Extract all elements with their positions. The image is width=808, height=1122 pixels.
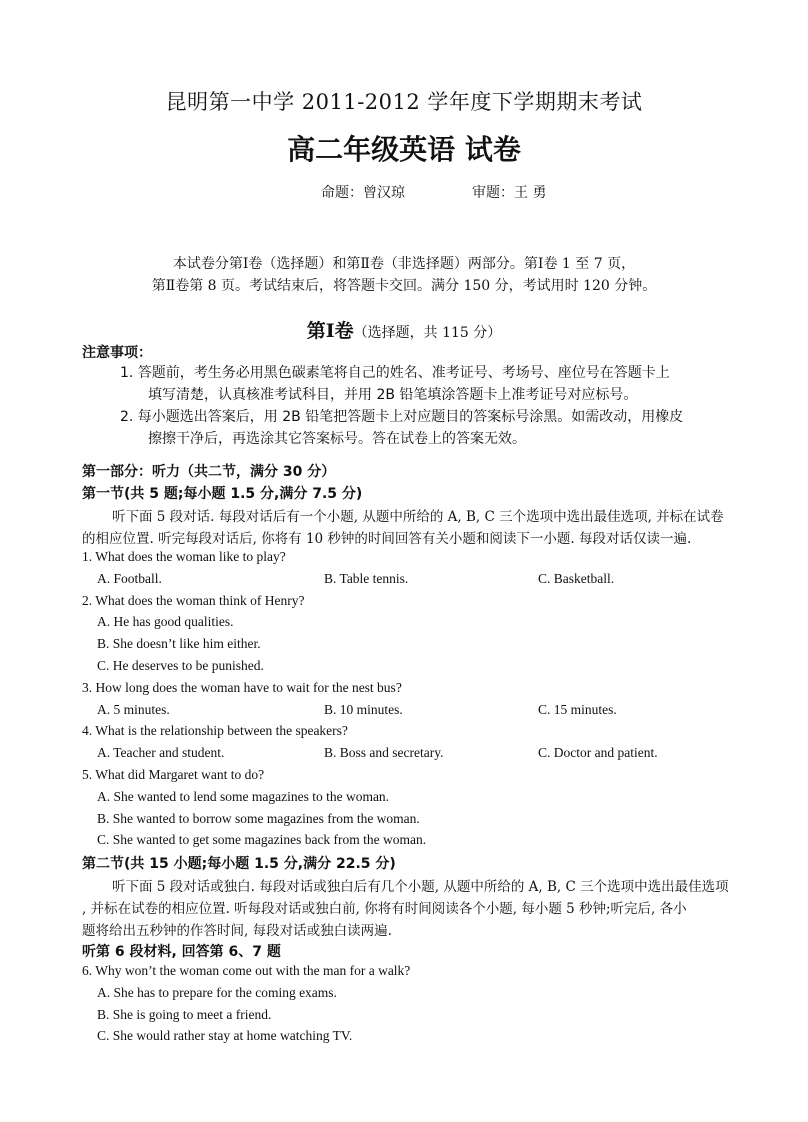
question-stem: 2. What does the woman think of Henry? xyxy=(82,593,305,608)
option-b: B. She is going to meet a friend. xyxy=(97,1007,272,1022)
option-c: C. 15 minutes. xyxy=(538,702,617,717)
volume-1-heading xyxy=(0,316,808,343)
exam-subtitle: 高二年级英语 试卷 xyxy=(287,133,521,166)
question-stem: 5. What did Margaret want to do? xyxy=(82,767,265,782)
option-c: C. Basketball. xyxy=(538,571,615,586)
material-6-heading: 听第 6 段材料, 回答第 6、7 题 xyxy=(82,944,281,960)
option-a: A. 5 minutes. xyxy=(97,702,170,717)
intro-line-1: 本试卷分第Ⅰ卷（选择题）和第Ⅱ卷（非选择题）两部分。第Ⅰ卷 1 至 7 页， xyxy=(172,256,636,272)
note-1-line-2: 填写清楚，认真核准考试科目，并用 2B 铅笔填涂答题卡上准考证号对应标号。 xyxy=(148,387,638,403)
setter-name: 命题：曾汉琼 xyxy=(321,185,405,201)
option-c: C. Doctor and patient. xyxy=(538,745,658,760)
section-2-heading: 第二节(共 15 小题;每小题 1.5 分,满分 22.5 分) xyxy=(82,856,396,872)
option-a: A. Football. xyxy=(97,571,162,586)
option-b: B. Table tennis. xyxy=(324,571,409,586)
note-2-line-1: 2. 每小题选出答案后，用 2B 铅笔把答题卡上对应题目的答案标号涂黑。如需改动，用橡皮 xyxy=(120,409,684,425)
section-2-instructions-line-2: , 并标在试卷的相应位置. 听每段对话或独白前, 你将有时间阅读各个小题, 每小题 5 秒钟;听完后, 各小 xyxy=(82,901,687,917)
option-a: A. She wanted to lend some magazines to the woman. xyxy=(97,789,390,804)
volume-1-title: 第Ⅰ卷 xyxy=(306,320,354,342)
question-stem: 6. Why won’t the woman come out with the man for a walk? xyxy=(82,963,411,978)
section-1-instructions-line-1: 听下面 5 段对话. 每段对话后有一个小题, 从题中所给的 A, B, C 三个选项中选出最佳选项, 并标在试卷 xyxy=(112,509,724,525)
section-1-heading: 第一节(共 5 题;每小题 1.5 分,满分 7.5 分) xyxy=(82,486,363,502)
part-1-heading: 第一部分：听力（共二节，满分 30 分） xyxy=(82,464,336,480)
option-a: A. Teacher and student. xyxy=(97,745,225,760)
option-b: B. Boss and secretary. xyxy=(324,745,444,760)
section-2-instructions-line-1: 听下面 5 段对话或独白. 每段对话或独白后有几个小题, 从题中所给的 A, B, C 三个选项中选出最佳选项 xyxy=(112,879,729,895)
option-a: A. He has good qualities. xyxy=(97,614,234,629)
option-a: A. She has to prepare for the coming exams. xyxy=(97,985,337,1000)
note-2-line-2: 擦擦干净后，再选涂其它答案标号。答在试卷上的答案无效。 xyxy=(148,431,526,447)
note-1-line-1: 1. 答题前，考生务必用黑色碳素笔将自己的姓名、准考证号、考场号、座位号在答题卡上 xyxy=(120,365,670,381)
reviewer-name: 审题：王 勇 xyxy=(472,185,547,201)
question-stem: 1. What does the woman like to play? xyxy=(82,549,286,564)
option-b: B. 10 minutes. xyxy=(324,702,403,717)
option-c: C. She would rather stay at home watching TV. xyxy=(97,1028,353,1043)
exam-title: 昆明第一中学 2011-2012 学年度下学期期末考试 xyxy=(165,90,643,114)
notes-heading: 注意事项： xyxy=(82,345,152,361)
intro-line-2: 第Ⅱ卷第 8 页。考试结束后，将答题卡交回。满分 150 分，考试用时 120 分钟。 xyxy=(151,278,657,294)
option-b: B. She wanted to borrow some magazines from the woman. xyxy=(97,811,420,826)
option-b: B. She doesn’t like him either. xyxy=(97,636,261,651)
question-stem: 3. How long does the woman have to wait for the nest bus? xyxy=(82,680,402,695)
question-stem: 4. What is the relationship between the speakers? xyxy=(82,723,348,738)
option-c: C. He deserves to be punished. xyxy=(97,658,264,673)
volume-1-subtitle: （选择题，共 115 分） xyxy=(353,325,502,341)
option-c: C. She wanted to get some magazines back from the woman. xyxy=(97,832,427,847)
section-1-instructions-line-2: 的相应位置. 听完每段对话后, 你将有 10 秒钟的时间回答有关小题和阅读下一小题. 每段对话仅读一遍. xyxy=(82,531,692,547)
section-2-instructions-line-3: 题将给出五秒钟的作答时间, 每段对话或独白读两遍. xyxy=(82,923,392,939)
